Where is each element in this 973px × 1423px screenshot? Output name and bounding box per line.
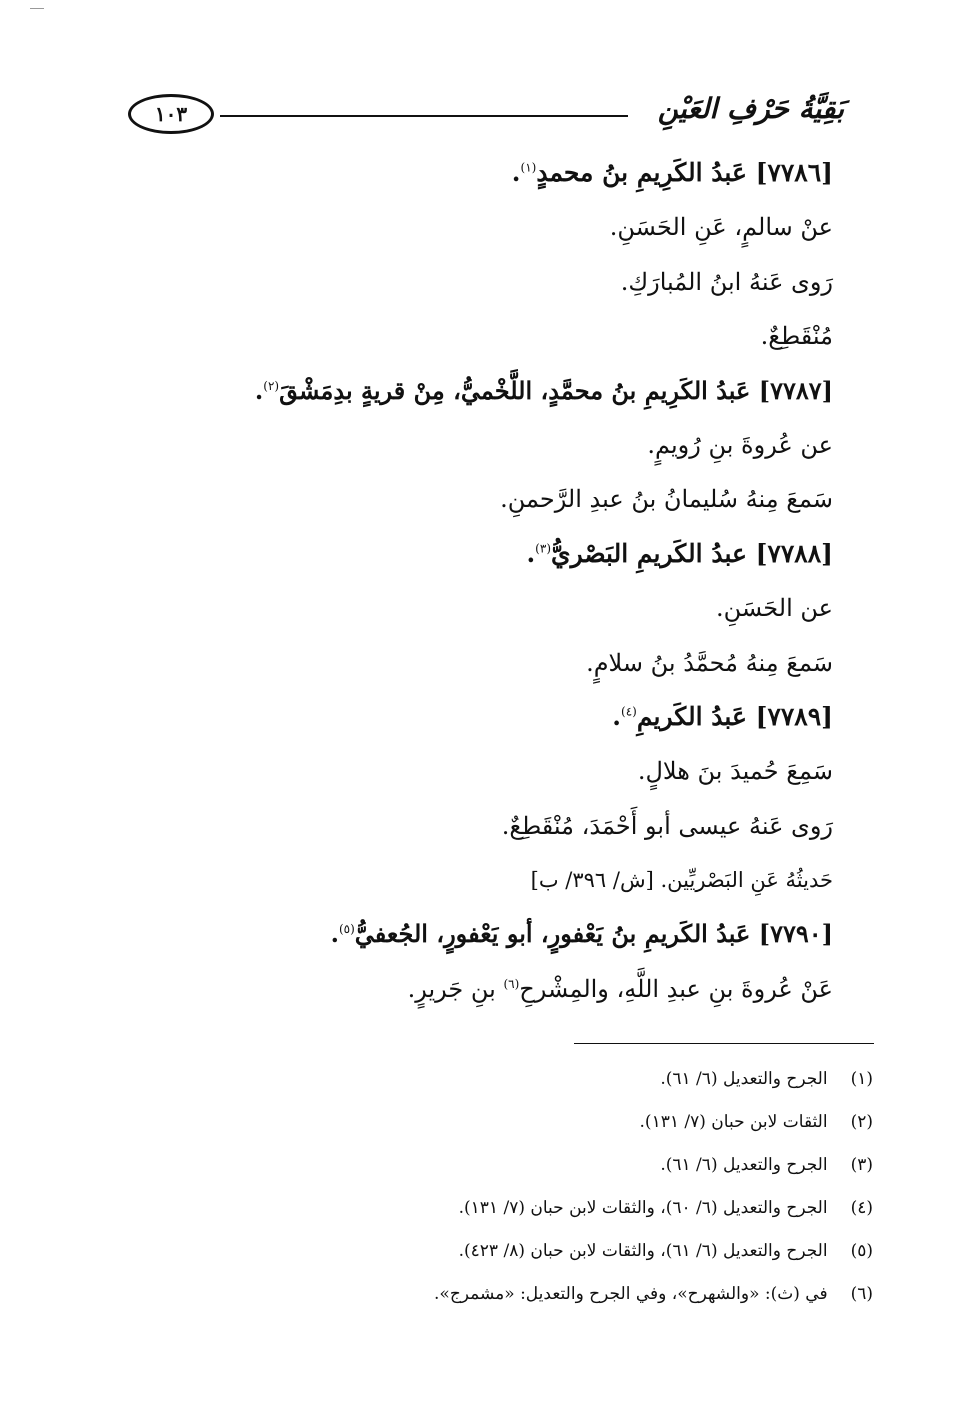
page-number: ١٠٣ (154, 102, 188, 126)
footnote-separator (574, 1043, 874, 1044)
entry-heading-7790: [٧٧٩٠] عَبدُ الكَريمِ بنُ يَعْفورٍ، أبو يَعْفورٍ، الجُعفيُّ$^{(٥)}$. (330, 919, 833, 949)
footnote-text: الجرح والتعديل (٦/ ٦٠)، والثقات لابن حبان (٧/ ١٣١). (458, 1198, 828, 1218)
text-line: عن الحَسَنِ. (716, 594, 833, 623)
footnote-text: الجرح والتعديل (٦/ ٦١)، والثقات لابن حبان (٨/ ٤٢٣). (458, 1241, 828, 1261)
running-title: بَقِيَّةُ حَرْفِ العَيْنِ (657, 92, 844, 125)
entry-heading-7787: [٧٧٨٧] عَبدُ الكَرِيمِ بنُ محمَّدٍ، اللَّخْميُّ، مِنْ قريةٍ بدِمَشْقَ$^{(٢)}$. (254, 375, 833, 405)
footnote-text: الجرح والتعديل (٦/ ٦١). (660, 1069, 828, 1089)
footnote-ref: (٤) (621, 704, 637, 719)
footnote-item (313, 1273, 873, 1316)
main-text (223, 146, 833, 1016)
text-line: سَمعَ مِنهُ مُحمَّدُ بنُ سلامٍ. (586, 648, 833, 677)
footnote-ref: (٦) (503, 976, 520, 991)
entry-heading-7788: [٧٧٨٨] عبدُ الكَريمِ البَصْريُّ$^{(٣)}$. (526, 538, 833, 568)
text-line: عنْ سالمٍ، عَنِ الحَسَنِ. (609, 213, 833, 242)
footnote-ref: (٥) (338, 922, 355, 937)
footnote-number: (١) (850, 1069, 873, 1089)
text-line: سَمعَ مِنهُ سُليمانُ بنُ عبدِ الرَّحمنِ. (500, 485, 833, 514)
footnote-ref: (١) (520, 160, 537, 175)
page-number-badge (128, 94, 214, 134)
footnote-number: (٢) (850, 1112, 873, 1132)
text-line: رَوى عَنهُ عيسى أبو أَحْمَدَ، مُنْقَطِعٌ. (501, 811, 833, 840)
footnote-item (313, 1101, 873, 1144)
text-line: رَوى عَنهُ ابنُ المُبارَكِ. (620, 267, 833, 296)
text-line: عن عُروةَ بنِ رُويمٍ. (647, 430, 833, 459)
footnote-number: (٤) (850, 1198, 873, 1218)
footnote-text: الجرح والتعديل (٦/ ٦١). (660, 1155, 828, 1175)
footnote-text: في (ث): «والشهرح»، وفي الجرح والتعديل: «مشمرج». (434, 1284, 828, 1304)
footnote-item (313, 1230, 873, 1273)
text-line: حَديثُهُ عَنِ البَصْريِّين. [ش/ ٣٩٦/ ب] (530, 868, 833, 893)
footnote-ref: (٣) (535, 541, 551, 556)
page-header (128, 88, 844, 144)
footnote-number: (٣) (850, 1155, 873, 1175)
footnote-text: الثقات لابن حبان (٧/ ١٣١). (639, 1112, 828, 1132)
footnotes (313, 1058, 873, 1316)
entry-heading-7789: [٧٧٨٩] عَبدُ الكَريمِ$^{(٤)}$. (612, 701, 833, 731)
text-line: مُنْقَطِعٌ. (760, 322, 833, 351)
entry-heading-7786: [٧٧٨٦] عَبدُ الكَرِيمِ بنُ محمدٍ$^{(١)}$. (511, 158, 833, 187)
footnote-item (313, 1187, 873, 1230)
text-line: سَمِعَ حُميدَ بنَ هلالٍ. (637, 757, 833, 786)
footnote-item (313, 1144, 873, 1187)
header-rule (220, 115, 628, 117)
footnote-number: (٦) (850, 1284, 873, 1304)
text-line: عَنْ عُروةَ بنِ عبدِ اللَّهِ، والمِشْرحِ$^{(٦)}$ بنِ جَريرٍ. (407, 974, 833, 1003)
footnote-number: (٥) (850, 1241, 873, 1261)
footnote-item (313, 1058, 873, 1101)
footnote-ref: (٢) (263, 378, 280, 393)
scan-corner-mark (30, 8, 44, 9)
